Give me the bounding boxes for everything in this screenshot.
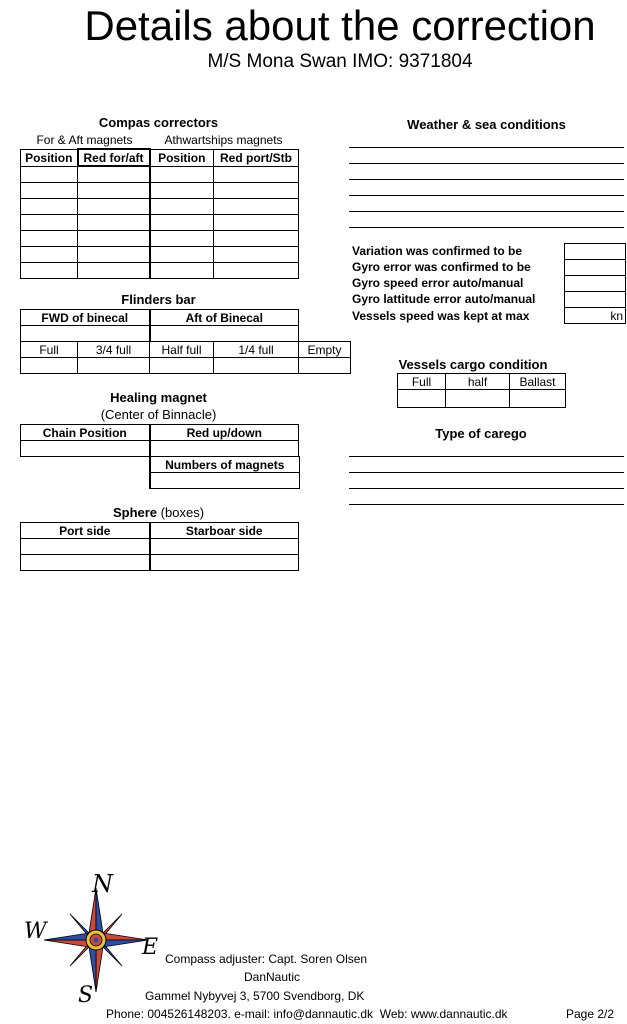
table-cell[interactable]	[150, 539, 299, 555]
gyro-latitude-value[interactable]	[565, 292, 626, 308]
table-row	[21, 215, 299, 231]
level-three-quarter: 3/4 full	[78, 342, 150, 358]
table-cell[interactable]	[150, 326, 299, 342]
sphere-title	[20, 505, 297, 520]
column-header: Position	[150, 149, 214, 166]
table-row	[150, 457, 299, 473]
table-cell[interactable]	[214, 247, 299, 263]
compass-s-letter: S	[78, 983, 94, 1007]
variation-label: Variation was confirmed to be	[352, 244, 523, 258]
company-contact: Phone: 004526148203. e-mail: info@dannautic.dk Web: www.dannautic.dk	[106, 1007, 508, 1021]
speed-unit: kn	[610, 308, 623, 323]
table-cell[interactable]	[78, 263, 150, 279]
table-cell[interactable]	[446, 390, 510, 408]
compass-adjuster: Compass adjuster: Capt. Soren Olsen	[165, 952, 368, 966]
table-row	[150, 473, 299, 489]
flinders-bar-level-table	[20, 341, 351, 374]
table-row	[21, 231, 299, 247]
table-cell[interactable]	[214, 183, 299, 199]
weather-line[interactable]	[349, 227, 624, 228]
cargo-type-line[interactable]	[349, 456, 624, 457]
table-cell[interactable]	[150, 247, 214, 263]
column-header: Aft of Binecal	[150, 310, 299, 326]
athwartships-magnets-label: Athwartships magnets	[164, 133, 283, 147]
table-row	[21, 149, 299, 166]
vessel-speed-label: Vessels speed was kept at max	[352, 309, 530, 323]
weather-line[interactable]	[349, 179, 624, 180]
flinders-bar-position-table	[20, 309, 299, 342]
weather-title: Weather & sea conditions	[407, 117, 566, 132]
cargo-half: half	[446, 374, 510, 390]
table-cell[interactable]	[78, 215, 150, 231]
weather-line[interactable]	[349, 147, 624, 148]
table-cell[interactable]	[78, 358, 150, 374]
sphere-title-note: (boxes)	[160, 505, 205, 520]
gyro-error-label: Gyro error was confirmed to be	[352, 260, 531, 274]
cargo-condition-table	[397, 373, 566, 408]
table-cell[interactable]	[78, 183, 150, 199]
table-cell[interactable]	[21, 441, 150, 457]
table-row	[398, 374, 566, 390]
column-header: Red up/down	[150, 425, 299, 441]
gyro-error-value[interactable]	[565, 260, 626, 276]
numbers-of-magnets-table	[149, 456, 300, 489]
table-cell[interactable]	[150, 263, 214, 279]
table-cell[interactable]	[78, 166, 150, 183]
table-cell[interactable]	[214, 215, 299, 231]
variation-value[interactable]	[565, 244, 626, 260]
compass-n-letter: N	[92, 872, 113, 898]
sphere-table	[20, 522, 299, 571]
table-row	[21, 539, 299, 555]
gyro-speed-label: Gyro speed error auto/manual	[352, 276, 524, 290]
table-cell[interactable]	[21, 199, 78, 215]
table-cell[interactable]	[21, 358, 78, 374]
table-cell[interactable]	[21, 166, 78, 183]
table-row	[565, 244, 626, 260]
table-cell[interactable]	[150, 183, 214, 199]
healing-magnet-table	[20, 424, 299, 457]
table-cell[interactable]	[21, 555, 150, 571]
page-title: Details about the correction	[84, 2, 596, 49]
level-half: Half full	[150, 342, 214, 358]
weather-line[interactable]	[349, 211, 624, 212]
table-cell[interactable]	[21, 247, 78, 263]
table-row	[565, 260, 626, 276]
table-row	[565, 292, 626, 308]
healing-magnet-subtitle: (Center of Binnacle)	[100, 407, 217, 422]
gyro-latitude-label: Gyro lattitude error auto/manual	[352, 292, 536, 306]
table-cell[interactable]	[150, 358, 214, 374]
table-cell[interactable]	[21, 183, 78, 199]
table-row	[21, 183, 299, 199]
table-row	[21, 247, 299, 263]
cargo-ballast: Ballast	[510, 374, 566, 390]
vessel-speed-value[interactable]	[565, 308, 626, 324]
compas-correctors-title: Compas correctors	[98, 115, 219, 130]
table-row	[21, 310, 299, 326]
table-row	[398, 390, 566, 408]
table-cell[interactable]	[214, 199, 299, 215]
compass-e-letter: E	[142, 935, 159, 960]
table-cell[interactable]	[21, 231, 78, 247]
table-cell[interactable]	[78, 247, 150, 263]
table-cell[interactable]	[21, 326, 150, 342]
table-cell[interactable]	[150, 166, 214, 183]
cargo-type-line[interactable]	[349, 488, 624, 489]
page-number: Page 2/2	[566, 1007, 615, 1021]
column-header: FWD of binecal	[21, 310, 150, 326]
table-row	[21, 425, 299, 441]
compass-rose-logo	[24, 872, 174, 1007]
cargo-full: Full	[398, 374, 446, 390]
table-cell[interactable]	[78, 199, 150, 215]
column-header: Starboar side	[150, 523, 299, 539]
table-row	[21, 523, 299, 539]
table-cell[interactable]	[21, 539, 150, 555]
checks-values-table	[564, 243, 626, 324]
vessel-identification: M/S Mona Swan IMO: 9371804	[207, 51, 473, 72]
weather-line[interactable]	[349, 163, 624, 164]
table-cell[interactable]	[150, 555, 299, 571]
table-cell[interactable]	[214, 358, 299, 374]
table-cell[interactable]	[150, 199, 214, 215]
table-cell[interactable]	[214, 231, 299, 247]
level-empty: Empty	[299, 342, 351, 358]
company-address: Gammel Nybyvej 3, 5700 Svendborg, DK	[145, 989, 365, 1003]
table-row	[21, 358, 351, 374]
table-row	[21, 342, 351, 358]
table-cell[interactable]	[398, 390, 446, 408]
column-header: Red port/Stb	[214, 149, 299, 166]
sphere-title-text: Sphere	[112, 505, 158, 520]
table-row	[565, 276, 626, 292]
column-header: Numbers of magnets	[150, 457, 299, 473]
table-cell[interactable]	[510, 390, 566, 408]
compass-w-letter: W	[24, 919, 47, 944]
healing-magnet-title: Healing magnet	[110, 390, 207, 405]
flinders-bar-title: Flinders bar	[121, 292, 196, 307]
fore-aft-magnets-label: For & Aft magnets	[36, 133, 133, 147]
gyro-speed-value[interactable]	[565, 276, 626, 292]
table-row	[21, 441, 299, 457]
column-header: Position	[21, 149, 78, 166]
table-cell[interactable]	[21, 215, 78, 231]
table-cell[interactable]	[150, 215, 214, 231]
table-row	[21, 555, 299, 571]
company-name: DanNautic	[244, 970, 301, 984]
weather-line[interactable]	[349, 195, 624, 196]
table-row	[565, 308, 626, 324]
cargo-type-line[interactable]	[349, 504, 624, 505]
table-cell[interactable]	[21, 263, 78, 279]
cargo-condition-title: Vessels cargo condition	[398, 357, 548, 372]
cargo-type-line[interactable]	[349, 472, 624, 473]
column-header: Red for/aft	[78, 149, 150, 166]
level-full: Full	[21, 342, 78, 358]
table-cell[interactable]	[299, 358, 351, 374]
table-row	[21, 263, 299, 279]
table-row	[21, 326, 299, 342]
table-cell[interactable]	[214, 166, 299, 183]
table-cell[interactable]	[150, 441, 299, 457]
column-header: Chain Position	[21, 425, 150, 441]
table-row	[21, 199, 299, 215]
table-row	[21, 166, 299, 183]
table-cell[interactable]	[150, 231, 214, 247]
table-cell[interactable]	[214, 263, 299, 279]
cargo-type-title: Type of carego	[435, 426, 527, 441]
level-quarter: 1/4 full	[214, 342, 299, 358]
table-cell[interactable]	[150, 473, 299, 489]
table-cell[interactable]	[78, 231, 150, 247]
compas-correctors-table	[20, 148, 299, 279]
column-header: Port side	[21, 523, 150, 539]
